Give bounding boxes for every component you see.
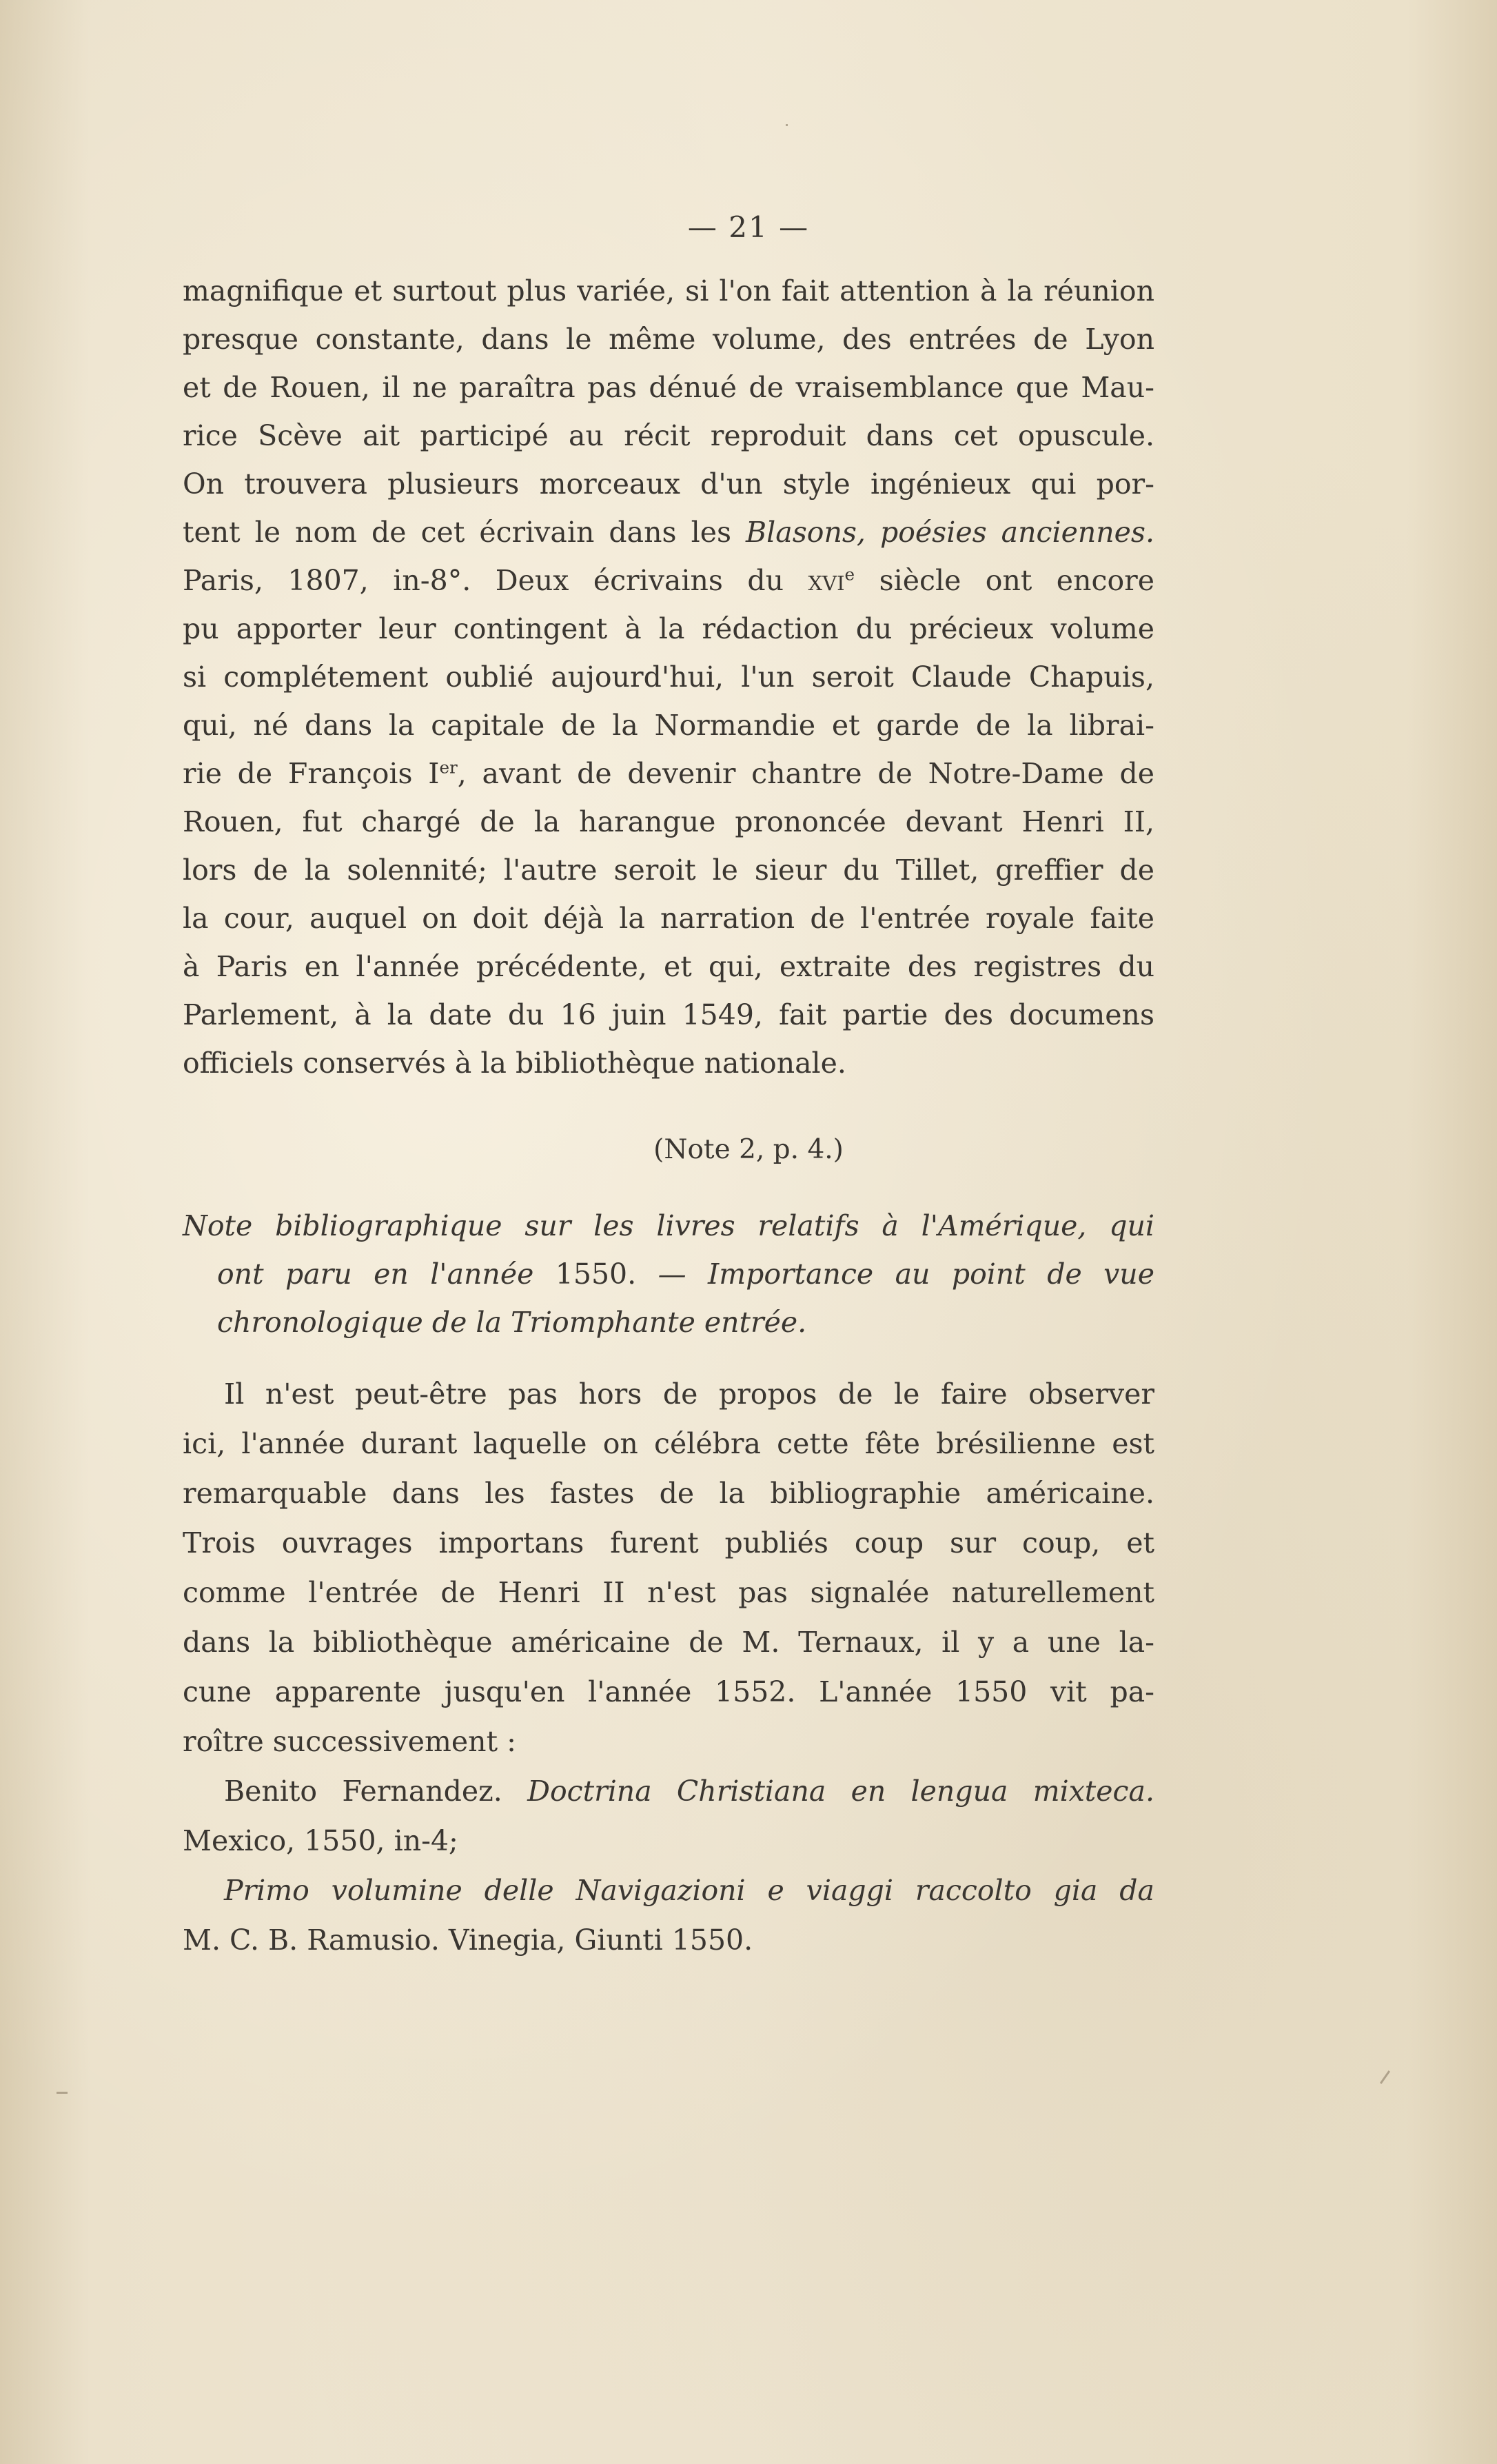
text-line [183, 753, 1154, 794]
bibliography-entry [224, 1770, 1154, 1812]
text-segment: rie de François [183, 757, 413, 790]
text-line: comme l'entrée de Henri II n'est pas signalée naturellement [183, 1576, 1154, 1609]
century-superscript: e [844, 564, 855, 585]
text-line: ici, l'année durant laquelle on célébra cette fête brésilienne est [183, 1427, 1154, 1460]
italic-title: Blasons, poésies anciennes. [746, 516, 1154, 549]
text-line: magnifique et surtout plus variée, si l'on fait attention à la réunion [183, 274, 1154, 307]
entry-imprint: Mexico, 1550, in-4; [183, 1824, 458, 1857]
text-line: à Paris en l'année précédente, et qui, extraite des registres du [183, 950, 1154, 983]
text-segment: siècle ont encore [879, 564, 1154, 597]
bibliography-entry [224, 1870, 1154, 1911]
text-segment: Paris, 1807, in-8°. Deux écrivains du [183, 564, 784, 597]
text-line: et de Rouen, il ne paraîtra pas dénué de vraisemblance que Mau- [183, 371, 1154, 404]
entry-title: Doctrina Christiana en lengua mixteca. [527, 1775, 1154, 1808]
text-line: remarquable dans les fastes de la bibliographie américaine. [183, 1477, 1154, 1510]
paper-speck [786, 124, 788, 126]
entry-imprint: M. C. B. Ramusio. Vinegia, Giunti 1550. [183, 1923, 753, 1957]
paper-speck [1380, 2070, 1390, 2084]
text-line: Parlement, à la date du 16 juin 1549, fait partie des documens [183, 998, 1154, 1031]
century-numeral: xvi [808, 564, 845, 597]
entry-title: Primo volumine delle Navigazioni e viaggi raccolto gia da [224, 1874, 1154, 1907]
text-line: Rouen, fut chargé de la harangue prononcée devant Henri II, [183, 805, 1154, 838]
text-line: qui, né dans la capitale de la Normandie et garde de la librai- [183, 709, 1154, 742]
text-line: dans la bibliothèque américaine de M. Ternaux, il y a une la- [183, 1626, 1154, 1659]
text-line: la cour, auquel on doit déjà la narration de l'entrée royale faite [183, 902, 1154, 935]
paper-speck [57, 2092, 68, 2094]
text-line: pu apporter leur contingent à la rédaction du précieux volume [183, 612, 1154, 645]
text-segment: tent le nom de cet écrivain dans les [183, 516, 732, 549]
note-reference: (Note 2, p. 4.) [653, 1134, 844, 1165]
text-line: officiels conservés à la bibliothèque nationale. [183, 1047, 846, 1080]
regnal-numeral: I [428, 757, 440, 790]
text-line: Trois ouvrages importans furent publiés coup sur coup, et [183, 1526, 1154, 1559]
regnal-superscript: er [439, 757, 458, 778]
heading-line: Note bibliographique sur les livres relatifs à l'Amérique, qui [183, 1209, 1154, 1242]
text-line: cune apparente jusqu'en l'année 1552. L'année 1550 vit pa- [183, 1675, 1154, 1708]
text-line: presque constante, dans le même volume, des entrées de Lyon [183, 323, 1154, 356]
text-line: si complétement oublié aujourd'hui, l'un seroit Claude Chapuis, [183, 660, 1154, 694]
heading-year: 1550. [555, 1258, 637, 1291]
text-line: roître successivement : [183, 1725, 516, 1758]
entry-author: Benito Fernandez. [224, 1775, 502, 1808]
page-number: — 21 — [687, 210, 810, 244]
text-segment: , avant de devenir chantre de Notre-Dame de [457, 757, 1154, 790]
heading-line: ont paru en l'année 1550. — Importance au point de vue [217, 1258, 1154, 1291]
heading-line: chronologique de la Triomphante entrée. [217, 1306, 807, 1339]
text-line [183, 512, 1154, 553]
text-line: On trouvera plusieurs morceaux d'un style ingénieux qui por- [183, 467, 1154, 501]
text-line: lors de la solennité; l'autre seroit le sieur du Tillet, greffier de [183, 854, 1154, 887]
text-line: Il n'est peut-être pas hors de propos de le faire observer [224, 1377, 1154, 1411]
text-line: rice Scève ait participé au récit reproduit dans cet opuscule. [183, 419, 1154, 452]
text-line [183, 560, 1154, 601]
